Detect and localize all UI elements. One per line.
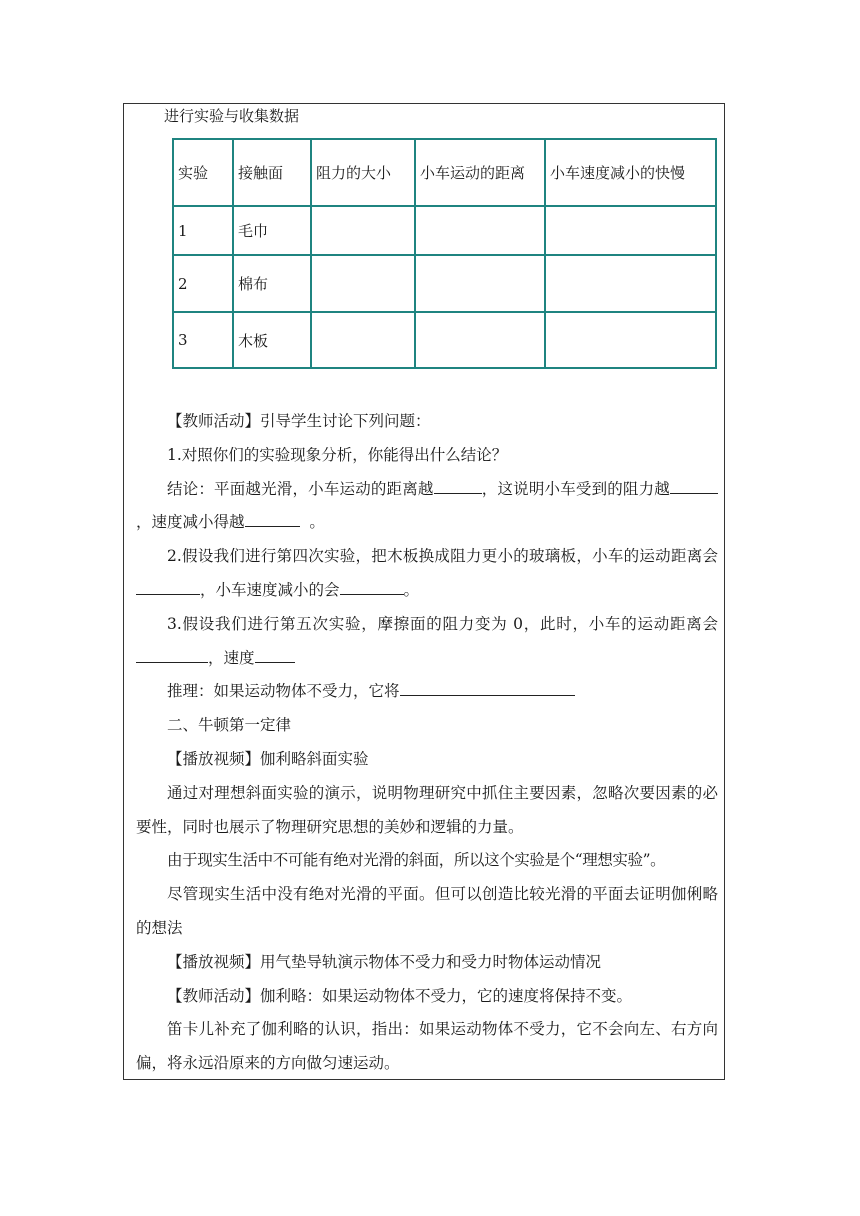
fill-blank[interactable]: [340, 578, 404, 595]
cell-resistance[interactable]: [311, 206, 415, 255]
conclusion: 结论：平面越光滑，小车运动的距离越 ，这说明小车受到的阻力越，速度减小得越 。: [136, 473, 718, 541]
header-cell: 接触面: [233, 139, 311, 206]
fill-blank[interactable]: [400, 679, 575, 696]
cell-distance[interactable]: [415, 312, 545, 368]
paragraph: 通过对理想斜面实验的演示，说明物理研究中抓住主要因素，忽略次要因素的必要性，同时也展示了物理研究思想的美妙和逻辑的力量。: [136, 783, 718, 836]
cell-distance[interactable]: [415, 206, 545, 255]
section-heading: 进行实验与收集数据: [164, 107, 300, 125]
header-cell: 阻力的大小: [311, 139, 415, 206]
video-note: 【播放视频】用气垫导轨演示物体不受力和受力时物体运动情况: [167, 952, 602, 971]
paragraph: 尽管现实生活中没有绝对光滑的平面。但可以创造比较光滑的平面去证明伽俐略的想法: [136, 885, 718, 937]
cell-number: 1: [173, 206, 233, 255]
fill-blank[interactable]: [434, 476, 482, 493]
cell-slowdown[interactable]: [545, 206, 716, 255]
inference: 推理：如果运动物体不受力，它将: [136, 675, 718, 709]
cell-slowdown[interactable]: [545, 312, 716, 368]
cell-number: 3: [173, 312, 233, 368]
video-note: 【播放视频】伽利略斜面实验: [167, 749, 369, 768]
teacher-activity-prompt: 【教师活动】引导学生讨论下列问题：: [167, 412, 431, 430]
question-3: 3.假设我们进行第五次实验，摩擦面的阻力变为 0，此时，小车的运动距离会，速度: [136, 608, 718, 676]
fill-blank[interactable]: [670, 476, 718, 493]
cell-slowdown[interactable]: [545, 255, 716, 312]
cell-resistance[interactable]: [311, 255, 415, 312]
cell-number: 2: [173, 255, 233, 312]
experiment-data-table: [172, 138, 717, 369]
teacher-activity: 【教师活动】伽利略：如果运动物体不受力，它的速度将保持不变。: [167, 986, 633, 1005]
cell-surface: 毛巾: [233, 206, 311, 255]
question-2: 2.假设我们进行第四次实验，把木板换成阻力更小的玻璃板，小车的运动距离会，小车速度减小的会 。: [136, 540, 718, 608]
table-header-row: [173, 139, 716, 206]
fill-blank[interactable]: [136, 645, 208, 662]
lesson-body: [136, 405, 718, 1081]
cell-surface: 棉布: [233, 255, 311, 312]
fill-blank[interactable]: [255, 645, 295, 662]
paragraph: 由于现实生活中不可能有绝对光滑的斜面，所以这个实验是个“理想实验”。: [167, 851, 666, 870]
table-row: [173, 206, 716, 255]
paragraph: 笛卡儿补充了伽利略的认识，指出：如果运动物体不受力，它不会向左、右方向偏，将永远沿原来的方向做匀速运动。: [136, 1020, 718, 1073]
section-title: 二、牛顿第一定律: [167, 716, 292, 735]
cell-distance[interactable]: [415, 255, 545, 312]
header-cell: 小车速度减小的快慢: [545, 139, 716, 206]
fill-blank[interactable]: [245, 510, 300, 527]
table-row: [173, 255, 716, 312]
question-1: 1.对照你们的实验现象分析，你能得出什么结论？: [167, 445, 508, 464]
header-cell: 小车运动的距离: [415, 139, 545, 206]
header-cell: 实验: [173, 139, 233, 206]
cell-resistance[interactable]: [311, 312, 415, 368]
table-row: [173, 312, 716, 368]
fill-blank[interactable]: [136, 578, 200, 595]
cell-surface: 木板: [233, 312, 311, 368]
